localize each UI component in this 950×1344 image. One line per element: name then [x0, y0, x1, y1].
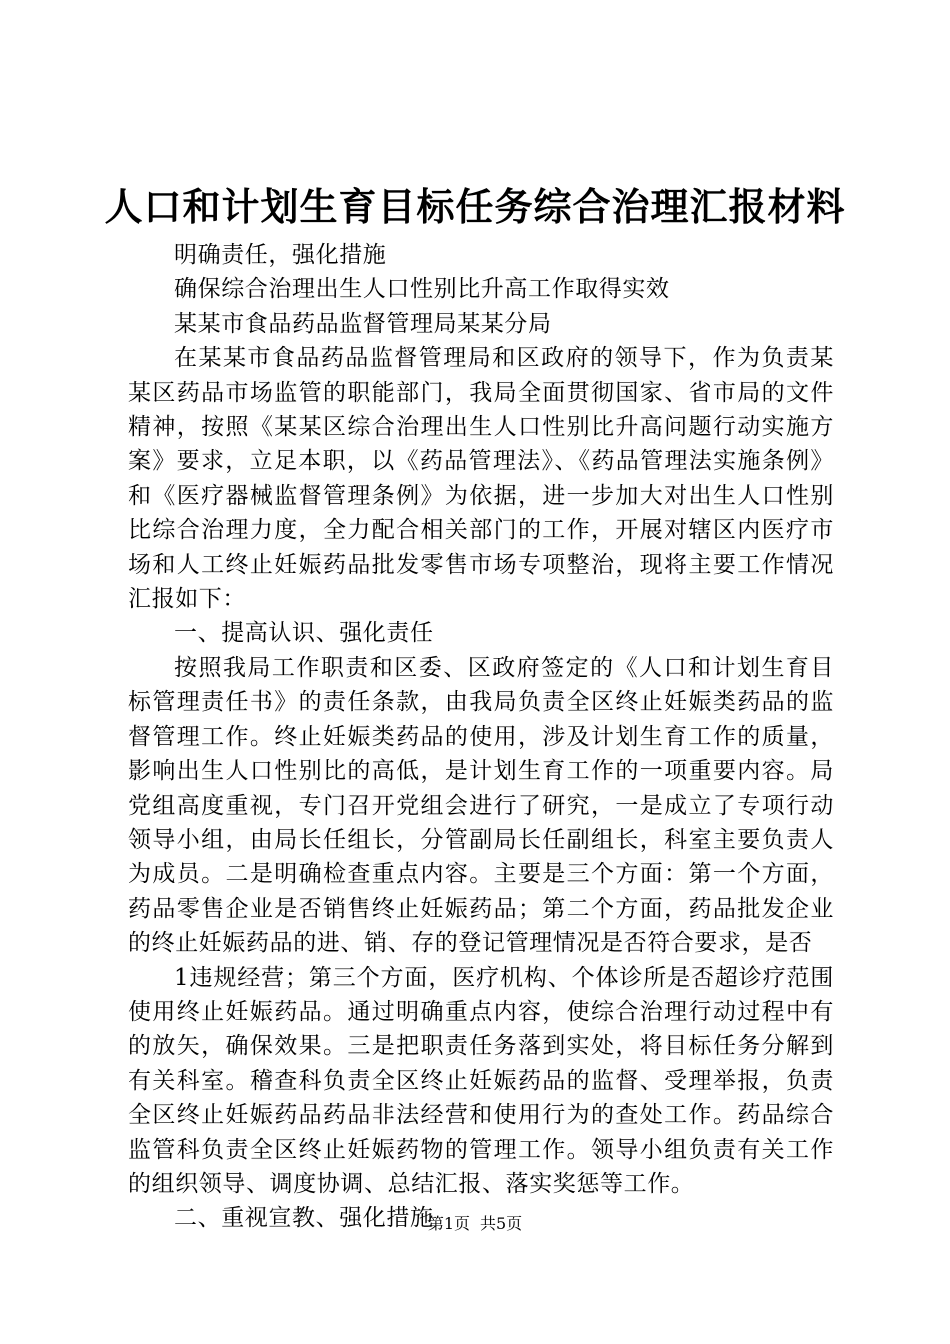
- document-title: 人口和计划生育目标任务综合治理汇报材料: [104, 184, 846, 229]
- subtitle-line: 确保综合治理出生人口性别比升高工作取得实效: [174, 276, 670, 303]
- page-footer: [0, 1214, 950, 1234]
- page-total: 共5页: [480, 1214, 523, 1233]
- page-number: 第1页: [427, 1214, 470, 1233]
- body-paragraph: 1违规经营；第三个方面，医疗机构、个体诊所是否超诊疗范围使用终止妊娠药品。通过明确重点内容，使综合治理行动过程中有的放矢，确保效果。三是把职责任务落到实处，将目标任务分解到有关科室。稽查科负责全区终止妊娠药品的监督、受理举报，负责全区终止妊娠药品药品非法经营和使用行为的查处工作。药品综合监管科负责全区终止妊娠药物的管理工作。领导小组负责有关工作的组织领导、调度协调、总结汇报、落实奖惩等工作。: [128, 964, 834, 1197]
- body-paragraph: 按照我局工作职责和区委、区政府签定的《人口和计划生育目标管理责任书》的责任条款，由我局负责全区终止妊娠类药品的监督管理工作。终止妊娠类药品的使用，涉及计划生育工作的质量，影响出生人口性别比的高低，是计划生育工作的一项重要内容。局党组高度重视，专门召开党组会进行了研究，一是成立了专项行动领导小组，由局长任组长，分管副局长任副组长，科室主要负责人为成员。二是明确检查重点内容。主要是三个方面：第一个方面，药品零售企业是否销售终止妊娠药品；第二个方面，药品批发企业的终止妊娠药品的进、销、存的登记管理情况是否符合要求，是否: [128, 654, 834, 957]
- document-body: [128, 238, 834, 1236]
- author-line: 某某市食品药品监督管理局某某分局: [174, 310, 552, 337]
- subtitle-line: 明确责任，强化措施: [174, 242, 387, 268]
- section-heading: 一、提高认识、强化责任: [174, 620, 434, 647]
- body-paragraph: 在某某市食品药品监督管理局和区政府的领导下，作为负责某某区药品市场监管的职能部门，我局全面贯彻国家、省市局的文件精神，按照《某某区综合治理出生人口性别比升高问题行动实施方案》要求，立足本职，以《药品管理法》、《药品管理法实施条例》和《医疗器械监督管理条例》为依据，进一步加大对出生人口性别比综合治理力度，全力配合相关部门的工作，开展对辖区内医疗市场和人工终止妊娠药品批发零售市场专项整治，现将主要工作情况汇报如下：: [128, 345, 834, 613]
- section-heading: 二、重视宣教、强化措施: [174, 1205, 434, 1232]
